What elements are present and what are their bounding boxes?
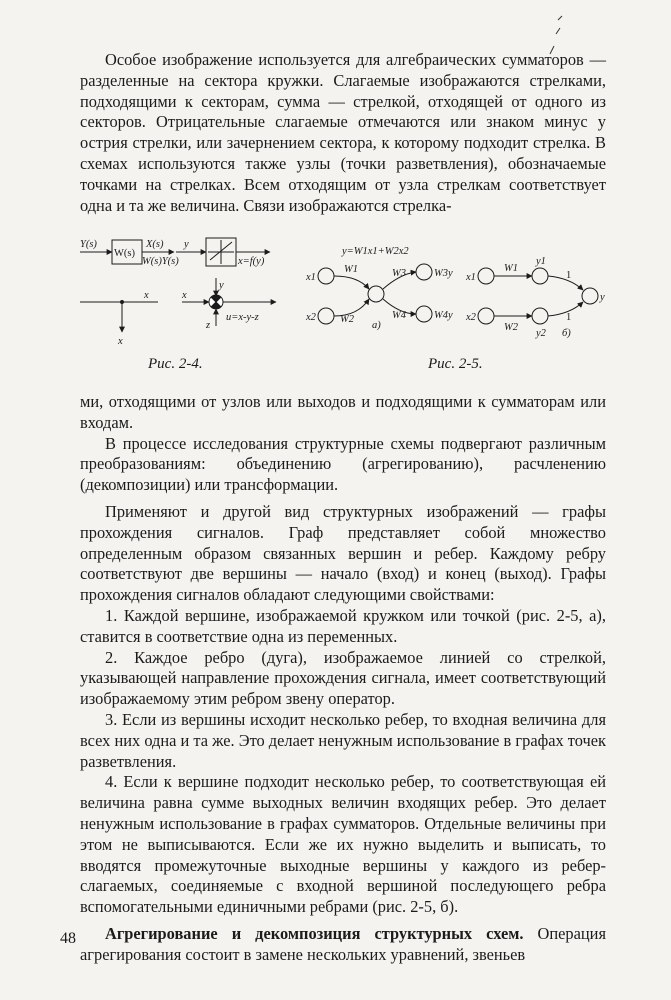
label-b-w2: W2 [504, 322, 518, 333]
label-b-y2: y2 [536, 328, 546, 339]
label-w3y: W3y [434, 268, 453, 279]
label-y-top: y [184, 239, 189, 250]
label-x2: x2 [306, 312, 316, 323]
label-b-y1: y1 [536, 256, 546, 267]
label-z-in: z [206, 320, 211, 331]
section-heading: Агрегирование и декомпозиция структурных схем. [105, 923, 524, 943]
label-y-vert: y [219, 280, 224, 291]
paragraph: ми, отходящими от узлов или выходов и подходящими к сумматорам или входам. [80, 392, 606, 432]
figure-caption: Рис. 2-4. [148, 356, 203, 372]
label-x-sum-in: x [182, 290, 187, 301]
text-block-top [80, 50, 606, 216]
label-w2: W2 [340, 314, 354, 325]
label-b-y: y [600, 292, 605, 303]
label-w1: W1 [344, 264, 358, 275]
list-item: 2. Каждое ребро (дуга), изображаемое линией со стрелкой, указывающей направление прохождения сигнала, имеет соответствующий изображаемому этим ребром звену оператор. [80, 647, 606, 709]
label-w4y: W4y [434, 310, 453, 321]
page-number: 48 [60, 930, 76, 947]
label-product: W(s)Y(s) [142, 256, 179, 267]
label-sub-b: б) [562, 328, 571, 339]
label-xs: X(s) [146, 239, 164, 250]
label-x-branch: x [144, 290, 149, 301]
label-input: Y(s) [80, 239, 97, 250]
list-item: 3. Если из вершины исходит несколько ребер, то входная величина для всех них одна и та же. Это делает ненужным использование в графах точек разветвления. [80, 709, 606, 771]
figure-2-4 [78, 232, 318, 347]
label-w4: W4 [392, 310, 406, 321]
list-item: 4. Если к вершине подходит несколько ребер, то соответствующая ей величина равна сумме выходных величин входящих ребер. Это делает ненужным использование в графах сумматоров. Отдельные величины при этом не выписываются. Если же их нужно выделить и выписать, то вводятся промежуточные выходные вершины у каждого из ребер-слагаемых, соединяемые с входной вершиной последующего ребра вспомогательными единичными ребрами (рис. 2-5, б). [80, 772, 606, 917]
paragraph: Применяют и другой вид структурных изображений — графы прохождения сигналов. Граф представляет собой множество определенным образом связанных вершин и ребер. Каждому ребру соответствуют две вершины — начало (вход) и конец (выход). Графы прохождения сигналов обладают следующими свойствами: [80, 501, 606, 605]
paragraph: В процессе исследования структурные схемы подвергают различным преобразованиям: объединению (агрегированию), расчленению (декомпозиции) или трансформации. [80, 433, 606, 495]
figure-caption: Рис. 2-5. [428, 356, 483, 372]
label-w3: W3 [392, 268, 406, 279]
label-b-w1: W1 [504, 263, 518, 274]
formula: y=W1x1+W2x2 [342, 246, 409, 257]
paragraph: Особое изображение используется для алгебраических сумматоров — разделенные на сектора кружки. Слагаемые изображаются стрелками, подходящими к секторам, сумма — стрелкой, отходящей от одного из секторов. Отрицательные слагаемые отмечаются или знаком минус у острия стрелки, или зачернением сектора, к которому подходит стрелка. В схемах используются также узлы (точки разветвления), обозначаемые точками на стрелках. Всем отходящим от узла стрелкам соответствует одна и та же величина. Связи изображаются стрелка- [80, 50, 606, 215]
list-item: 1. Каждой вершине, изображаемой кружком или точкой (рис. 2-5, а), ставится в соответствие одна из переменных. [80, 605, 606, 646]
label-x-branch-out: x [118, 336, 123, 347]
label-sub-a: а) [372, 320, 381, 331]
paragraph-text: Операция агрегирования состоит в замене нескольких уравнений, звеньев [80, 923, 606, 964]
label-b-x1: x1 [466, 272, 476, 283]
paragraph [80, 924, 606, 966]
label-b-one-bot: 1 [566, 312, 572, 323]
label-b-one-top: 1 [566, 270, 572, 281]
label-b-x2: x2 [466, 312, 476, 323]
label-block: W(s) [114, 248, 135, 259]
text-block-bottom [80, 392, 606, 966]
label-x1: x1 [306, 272, 316, 283]
label-sum-out: u=x-y-z [226, 312, 259, 323]
figure-2-5 [300, 236, 620, 340]
label-nonlinear: x=f(y) [238, 256, 265, 267]
